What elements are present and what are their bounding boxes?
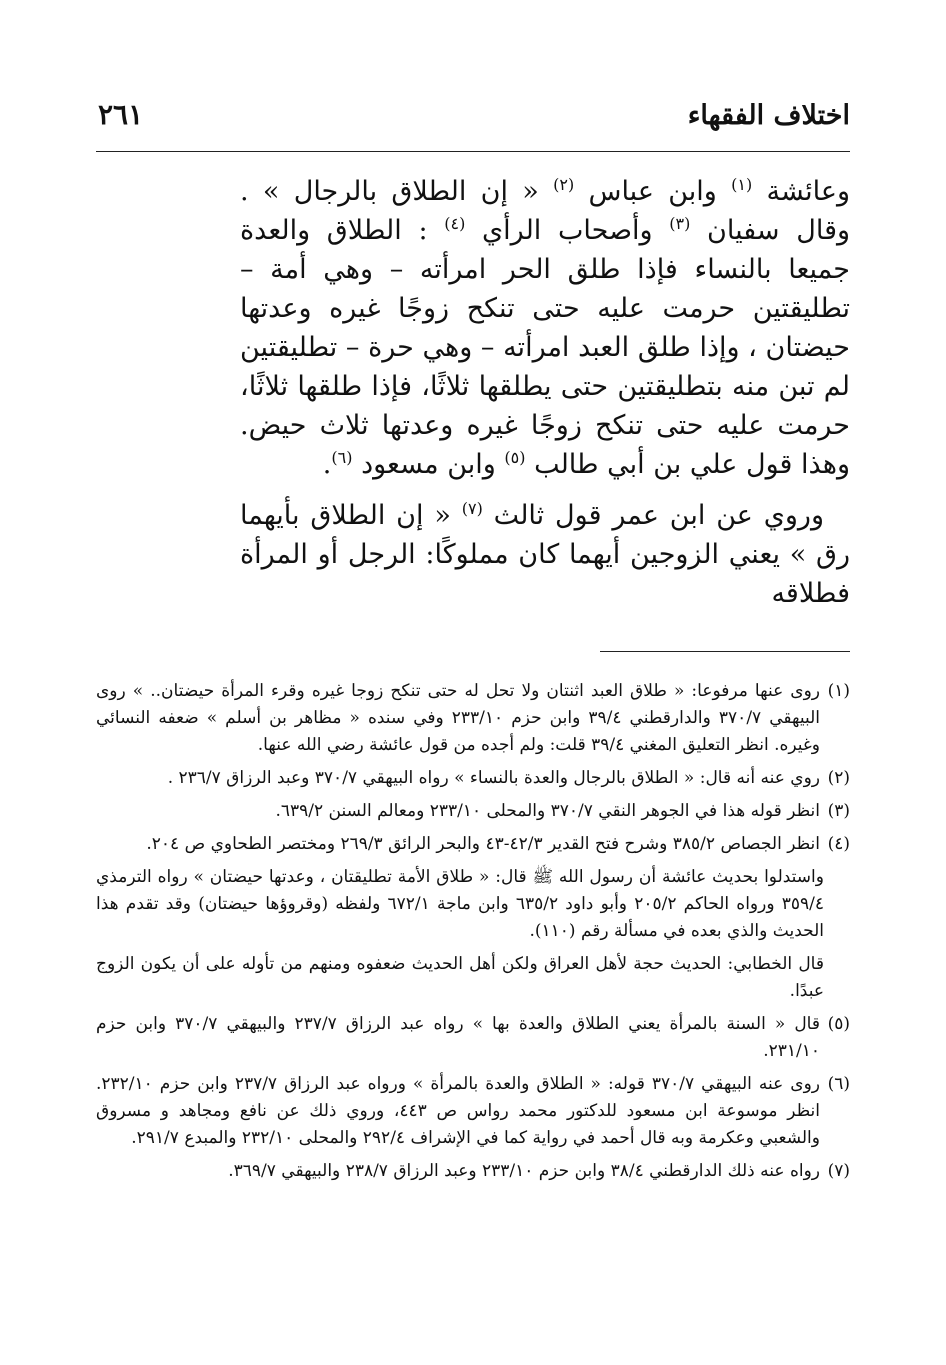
text-run: « إن الطلاق بأيهما رق » يعني الزوجين أيهما كان مملوكًا: الرجل أو المرأة فطلاقه xyxy=(240,500,850,609)
footnote-text: روي عنه أنه قال: « الطلاق بالرجال والعدة بالنساء » رواه البيهقي ٣٧٠/٧ وعبد الرزاق ٢٣٦/٧ . xyxy=(167,768,820,788)
footnote-number: (١) xyxy=(827,681,850,701)
text-run: . xyxy=(322,449,332,480)
footnote-ref-5: (٥) xyxy=(504,448,526,467)
footnote-4 xyxy=(96,831,850,858)
footnote-5 xyxy=(96,1011,850,1065)
footnote-text: واستدلوا بحديث عائشة أن رسول الله ﷺ قال: « طلاق الأمة تطليقتان ، وعدتها حيضتان » رواه الترمذي ٣٥٩/٤ ورواه الحاكم ٢٠٥/٢ وأبو داود ٦٣٥/٢ وابن ماجة ٦٧٢/١ ولفظه (وقروؤها حيضتان) وقد تقدم هذا الحديث والذي بعده في مسألة رقم (١١٠). xyxy=(96,867,825,941)
footnote-ref-2: (٢) xyxy=(553,175,575,194)
header-rule xyxy=(96,151,850,152)
footnote-ref-4: (٤) xyxy=(444,214,466,233)
footnote-text: رواه عنه ذلك الدارقطني ٣٨/٤ وابن حزم ٢٣٣/١٠ وعبد الرزاق ٢٣٨/٧ والبيهقي ٣٦٩/٧. xyxy=(228,1161,820,1181)
footnotes xyxy=(96,678,850,1191)
footnote-ref-6: (٦) xyxy=(331,448,353,467)
footnote-number: (٢) xyxy=(827,768,850,788)
footnote-number: (٣) xyxy=(827,801,850,821)
footnote-number: (٦) xyxy=(827,1074,850,1094)
running-header xyxy=(96,96,850,146)
running-title: اختلاف الفقهاء xyxy=(687,100,850,131)
footnote-text: روى عنها مرفوعا: « طلاق العبد اثنتان ولا تحل له حتى تنكح زوجا غيره وقرء المرأة حيضتان.. » روى البيهقي ٣٧٠/٧ والدارقطني ٣٩/٤ وابن حزم ٢٣٣/١٠ وفي سنده « مظاهر بن أسلم » ضعفه النسائي وغيره. انظر التعليق المغني ٣٩/٤ قلت: ولم أجده من قول عائشة رضي الله عنها. xyxy=(96,681,821,755)
footnote-ref-7: (٧) xyxy=(461,499,483,518)
footnote-3 xyxy=(96,798,850,825)
paragraph-2 xyxy=(240,496,850,613)
text-run: وابن مسعود xyxy=(352,449,505,480)
footnote-ref-3: (٣) xyxy=(669,214,691,233)
text-run: وروي عن ابن عمر قول ثالث xyxy=(482,500,824,531)
footnote-rule xyxy=(600,651,850,652)
footnote-text: انظر الجصاص ٣٨٥/٢ وشرح فتح القدير ٤٢/٣-٤٣ والبحر الرائق ٢٦٩/٣ ومختصر الطحاوي ص ٢٠٤. xyxy=(146,834,820,854)
footnote-4-continuation-2 xyxy=(96,951,850,1005)
footnote-text: انظر قوله هذا في الجوهر النقي ٣٧٠/٧ والمحلى ٢٣٣/١٠ ومعالم السنن ٦٣٩/٢. xyxy=(275,801,820,821)
footnote-ref-1: (١) xyxy=(731,175,753,194)
text-run: وأصحاب الرأي xyxy=(465,215,670,246)
footnote-number: (٤) xyxy=(827,834,850,854)
footnote-text: روى عنه البيهقي ٣٧٠/٧ قوله: « الطلاق والعدة بالمرأة » ورواه عبد الرزاق ٢٣٧/٧ وابن حزم ٢٣٢/١٠. انظر موسوعة ابن مسعود للدكتور محمد رواس ص ٤٤٣، وروي ذلك عن نافع ومجاهد و مسروق والشعبي وعكرمة وبه قال أحمد في رواية كما في الإشراف ٢٩٢/٤ والمحلى ٢٣٢/١٠ والمبدع ٢٩١/٧. xyxy=(96,1074,821,1148)
footnote-4-continuation-1 xyxy=(96,864,850,945)
footnote-2 xyxy=(96,765,850,792)
page-number: ٢٦١ xyxy=(98,98,144,131)
text-run: وعائشة xyxy=(766,176,850,207)
footnote-number: (٧) xyxy=(827,1161,850,1181)
footnote-1 xyxy=(96,678,850,759)
text-run: « إن الطلاق بالرجال » . وقال سفيان xyxy=(240,176,851,246)
footnote-text: قال « السنة بالمرأة يعني الطلاق والعدة بها » رواه عبد الرزاق ٢٣٧/٧ والبيهقي ٣٧٠/٧ وابن حزم ٢٣١/١٠. xyxy=(96,1014,820,1061)
footnote-text: قال الخطابي: الحديث حجة لأهل العراق ولكن أهل الحديث ضعفوه ومنهم من تأوله على أن يكون الزوج عبدًا. xyxy=(96,954,824,1001)
text-run: : الطلاق والعدة جميعا بالنساء فإذا طلق الحر امرأته – وهي أمة – تطليقتين حرمت عليه حتى تنكح زوجًا غيره وعدتها حيضتان ، وإذا طلق العبد امرأته – وهي حرة – تطليقتين لم تبن منه بتطليقتين حتى يطلقها ثلاثًا، فإذا طلقها ثلاثًا، حرمت عليه حتى تنكح زوجًا غيره وعدتها ثلاث حيض. وهذا قول علي بن أبي طالب xyxy=(240,215,850,480)
main-text xyxy=(240,172,850,613)
text-run: وابن عباس xyxy=(574,176,732,207)
footnote-7 xyxy=(96,1158,850,1185)
footnote-number: (٥) xyxy=(827,1014,850,1034)
paragraph-1 xyxy=(240,172,850,484)
footnote-6 xyxy=(96,1071,850,1152)
